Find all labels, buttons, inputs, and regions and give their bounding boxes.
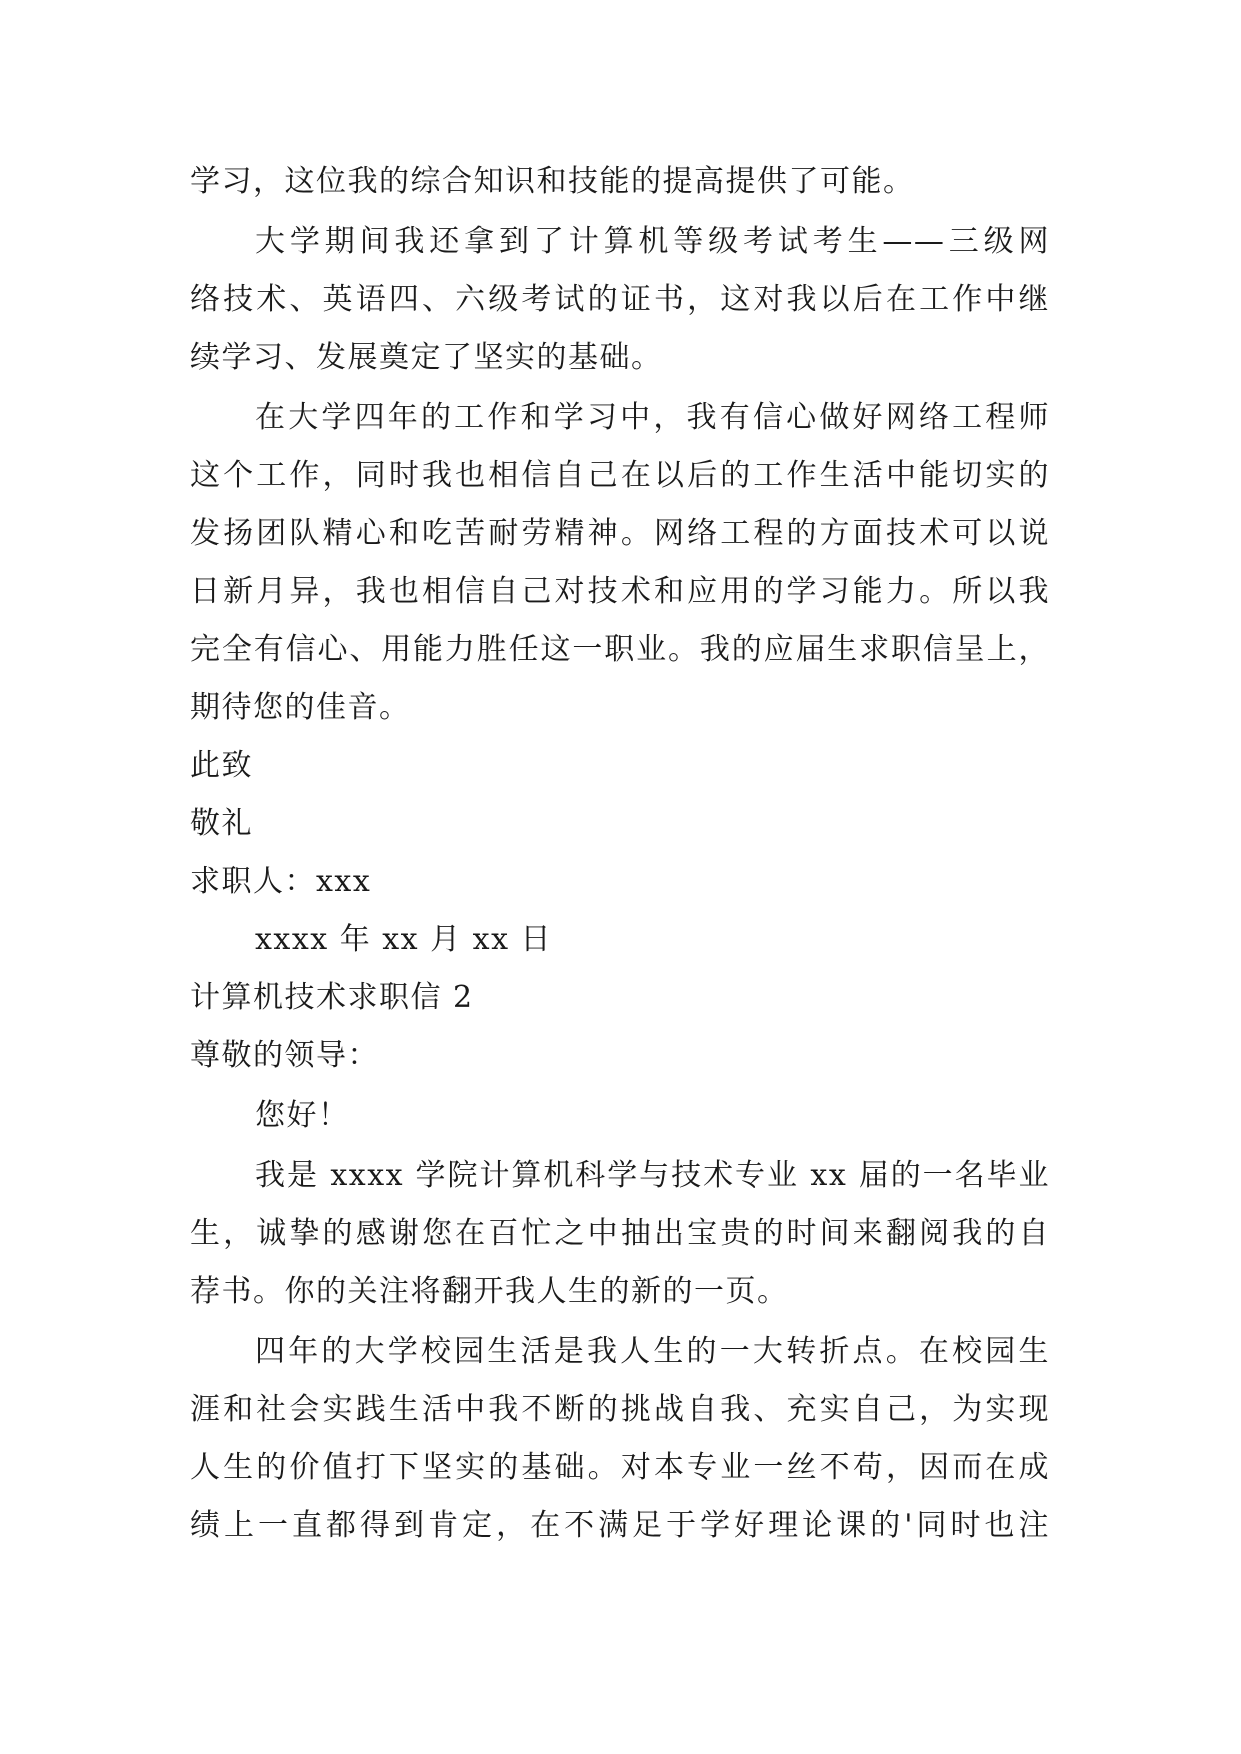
text-line: 完全有信心、用能力胜任这一职业。我的应届生求职信呈上， bbox=[190, 632, 1050, 667]
closing-text: 敬礼 bbox=[190, 806, 253, 841]
date-line: xxxx 年 xx 月 xx 日 bbox=[255, 922, 553, 957]
salutation: 尊敬的领导： bbox=[190, 1038, 379, 1073]
closing-text: 此致 bbox=[190, 748, 253, 783]
text-line: 绩上一直都得到肯定，在不满足于学好理论课的'同时也注 bbox=[190, 1508, 1050, 1543]
text-line: 大学期间我还拿到了计算机等级考试考生——三级网 bbox=[255, 224, 1050, 259]
signature-line: 求职人：xxx bbox=[190, 864, 372, 899]
text-line: 学习，这位我的综合知识和技能的提高提供了可能。 bbox=[190, 164, 915, 199]
greeting: 您好！ bbox=[255, 1098, 350, 1133]
text-line: 涯和社会实践生活中我不断的挑战自我、充实自己，为实现 bbox=[190, 1392, 1050, 1427]
text-line: 我是 xxxx 学院计算机科学与技术专业 xx 届的一名毕业 bbox=[255, 1158, 1050, 1193]
text-line: 这个工作，同时我也相信自己在以后的工作生活中能切实的 bbox=[190, 458, 1050, 493]
text-line: 期待您的佳音。 bbox=[190, 690, 411, 725]
text-line: 生，诚挚的感谢您在百忙之中抽出宝贵的时间来翻阅我的自 bbox=[190, 1216, 1050, 1251]
text-line: 四年的大学校园生活是我人生的一大转折点。在校园生 bbox=[255, 1334, 1050, 1369]
text-line: 人生的价值打下坚实的基础。对本专业一丝不苟，因而在成 bbox=[190, 1450, 1050, 1485]
text-line: 络技术、英语四、六级考试的证书，这对我以后在工作中继 bbox=[190, 282, 1050, 317]
text-line: 续学习、发展奠定了坚实的基础。 bbox=[190, 340, 663, 375]
text-line: 在大学四年的工作和学习中，我有信心做好网络工程师 bbox=[255, 400, 1050, 435]
text-line: 荐书。你的关注将翻开我人生的新的一页。 bbox=[190, 1274, 789, 1309]
section-title: 计算机技术求职信 2 bbox=[190, 980, 474, 1015]
text-line: 日新月异，我也相信自己对技术和应用的学习能力。所以我 bbox=[190, 574, 1050, 609]
text-line: 发扬团队精心和吃苦耐劳精神。网络工程的方面技术可以说 bbox=[190, 516, 1050, 551]
